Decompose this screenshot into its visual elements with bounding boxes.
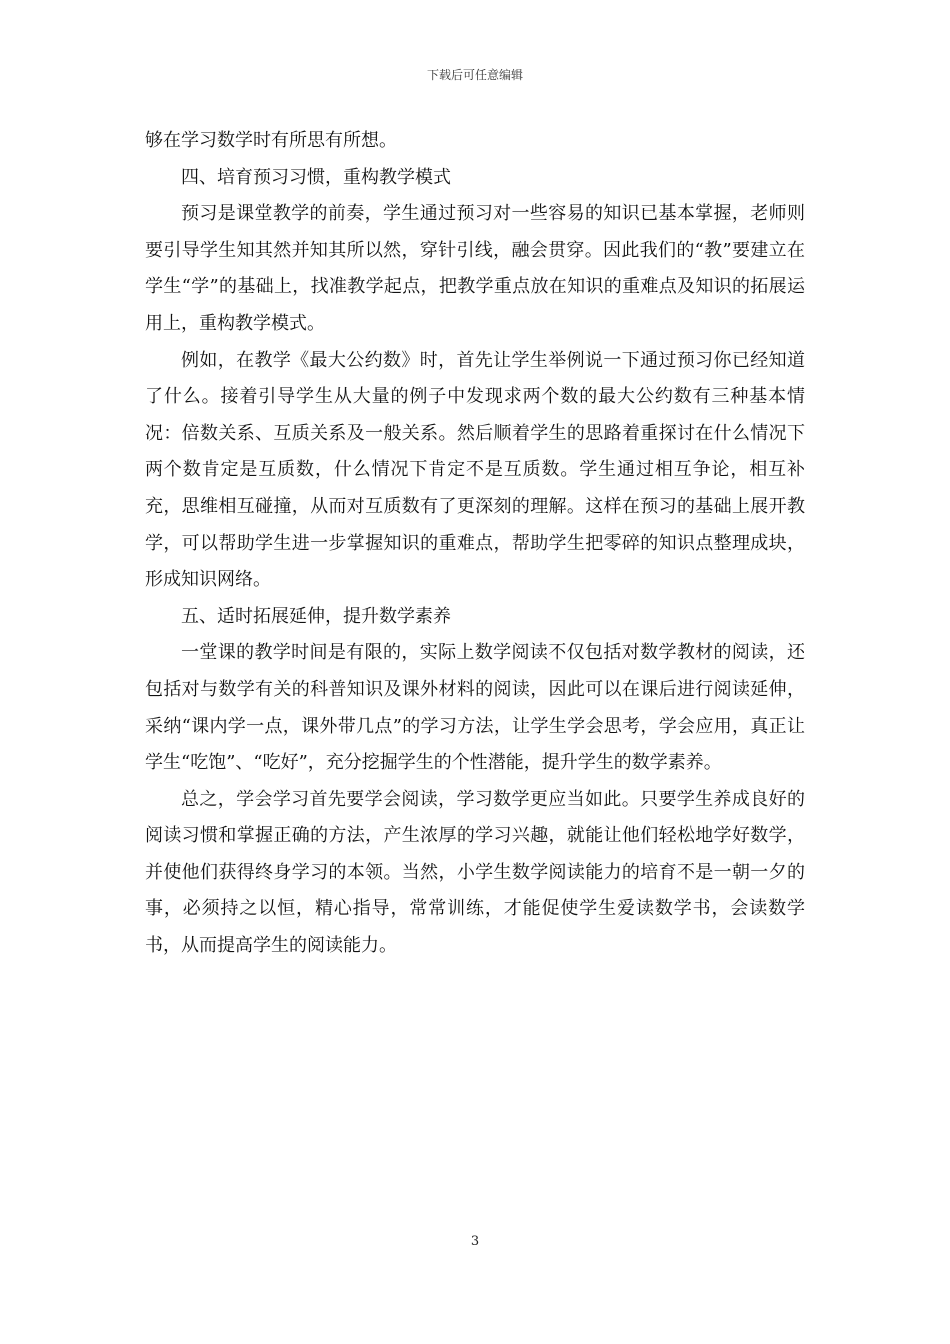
paragraph-conclusion: 总之，学会学习首先要学会阅读，学习数学更应当如此。只要学生养成良好的阅读习惯和掌握正确的方法，产生浓厚的学习兴趣，就能让他们轻松地学好数学，并使他们获得终身学习的本领。当然，小学生数学阅读能力的培育不是一朝一夕的事，必须持之以恒，精心指导，常常训练，才能促使学生爱读数学书，会读数学书，从而提高学生的阅读能力。 — [145, 788, 805, 957]
paragraph-continuation: 够在学习数学时有所思有所想。 — [145, 130, 397, 151]
section-heading-five: 五、适时拓展延伸，提升数学素养 — [181, 605, 451, 627]
section-heading-four: 四、培育预习习惯，重构教学模式 — [181, 166, 451, 188]
paragraph-preview: 预习是课堂教学的前奏，学生通过预习对一些容易的知识已基本掌握，老师则要引导学生知其然并知其所以然，穿针引线，融会贯穿。因此我们的“教”要建立在学生“学”的基础上，找准教学起点，把教学重点放在知识的重难点及知识的拓展运用上，重构教学模式。 — [145, 203, 805, 334]
page-header: 下载后可任意编辑 — [426, 68, 523, 82]
paragraph-extension: 一堂课的教学时间是有限的，实际上数学阅读不仅包括对数学教材的阅读，还包括对与数学有关的科普知识及课外材料的阅读，因此可以在课后进行阅读延伸，采纳“课内学一点，课外带几点”的学习方法，让学生学会思考，学会应用，真正让学生“吃饱”、“吃好”，充分挖掘学生的个性潜能，提升学生的数学素养。 — [145, 642, 805, 774]
document-body — [145, 123, 805, 965]
page-number: 3 — [470, 1234, 480, 1249]
paragraph-example: 例如，在教学《最大公约数》时，首先让学生举例说一下通过预习你已经知道了什么。接着引导学生从大量的例子中发现求两个数的最大公约数有三种基本情况：倍数关系、互质关系及一般关系。然后顺着学生的思路着重探讨在什么情况下两个数肯定是互质数，什么情况下肯定不是互质数。学生通过相互争论，相互补充，思维相互碰撞，从而对互质数有了更深刻的理解。这样在预习的基础上展开教学，可以帮助学生进一步掌握知识的重难点，帮助学生把零碎的知识点整理成块，形成知识网络。 — [145, 349, 805, 591]
